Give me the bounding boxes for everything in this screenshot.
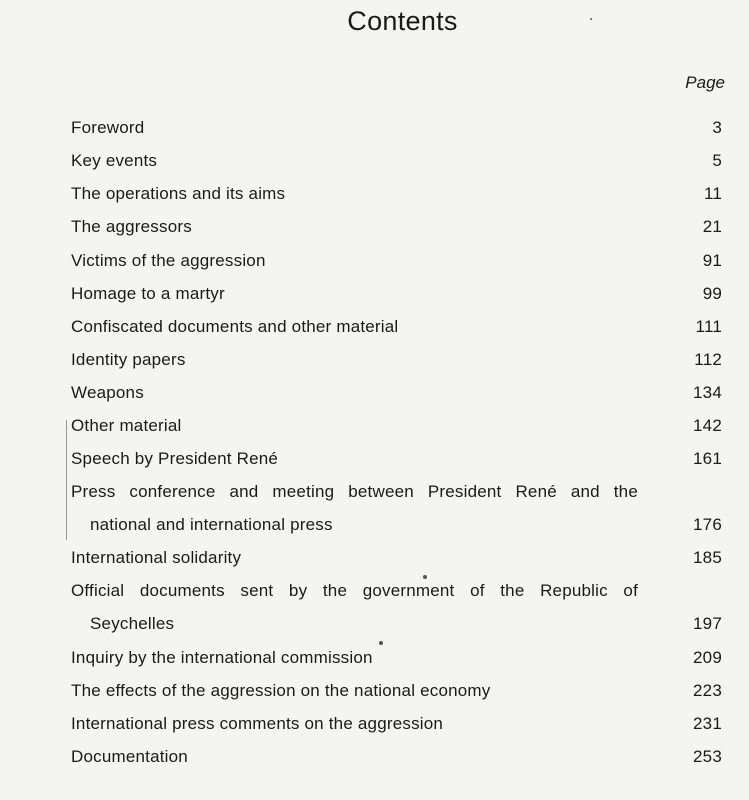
toc-entry-page: 91 [702, 251, 722, 270]
toc-entry-page: 176 [693, 515, 722, 534]
scan-speck [590, 18, 592, 20]
toc-entry-page: 5 [712, 151, 722, 170]
toc-entry-page: 161 [693, 449, 722, 468]
toc-entry-title-continuation: national and international press [90, 515, 333, 534]
toc-entry-page: 253 [693, 747, 722, 766]
toc-entry-page: 21 [702, 217, 722, 236]
toc-entry-title: The effects of the aggression on the national economy [71, 681, 491, 700]
toc-entry-title: International press comments on the aggression [71, 714, 444, 733]
toc-entry-page: 99 [702, 284, 722, 303]
toc-entry-page: 209 [693, 648, 722, 667]
page-title: Contents [347, 6, 458, 36]
toc-entry-title: Inquiry by the international commission [71, 648, 373, 667]
toc-entry-title: Homage to a martyr [71, 284, 225, 303]
toc-entry-page: 142 [693, 416, 722, 435]
toc-entry-title: Other material [71, 416, 182, 435]
scan-speck [423, 575, 427, 579]
toc-entry-title: Weapons [71, 383, 144, 402]
toc-entry-page: 112 [694, 350, 722, 369]
toc-entry-title: Confiscated documents and other material [71, 317, 399, 336]
toc-entry-page: 111 [695, 317, 722, 336]
toc-entry-page: 223 [693, 681, 722, 700]
toc-entry-title: Key events [71, 151, 158, 170]
toc-entry-title: Speech by President René [71, 449, 279, 468]
toc-entry-page: 197 [693, 614, 722, 633]
toc-entry-title: Official documents sent by the government of the Republic of [71, 581, 638, 600]
toc-entry-title-continuation: Seychelles [90, 614, 175, 633]
scan-speck [379, 641, 383, 645]
toc-entry-title: International solidarity [71, 548, 242, 567]
toc-entry-title: Victims of the aggression [71, 251, 266, 270]
toc-entry-title: Identity papers [71, 350, 186, 369]
toc-entry-title: The operations and its aims [71, 184, 286, 203]
page-column-header: Page [685, 73, 725, 92]
toc-entry-page: 3 [712, 118, 722, 137]
toc-entry-page: 134 [693, 383, 722, 402]
toc-entry-page: 185 [693, 548, 722, 567]
toc-entry-page: 11 [703, 184, 722, 203]
toc-entry-title: Documentation [71, 747, 188, 766]
scan-margin-line [66, 420, 67, 540]
toc-entry-title: Press conference and meeting between President René and the [71, 482, 638, 501]
toc-entry-title: The aggressors [71, 217, 192, 236]
toc-entry-title: Foreword [71, 118, 145, 137]
toc-entry-page: 231 [693, 714, 722, 733]
